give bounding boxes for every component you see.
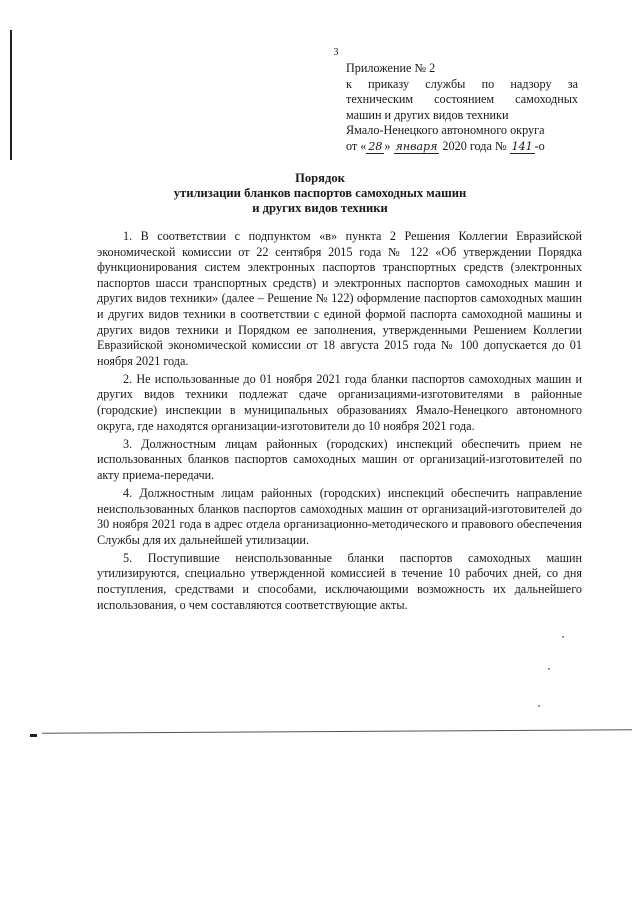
paragraph-3: 3. Должностным лицам районных (городских) инспекций обеспечить прием не использованных бланков паспортов самоходных машин от организаций-изготовителей по акту приема-передачи. xyxy=(97,436,582,482)
date-prefix: от « xyxy=(346,138,367,153)
handwritten-order-number: 141 xyxy=(511,139,533,153)
page-number: 3 xyxy=(333,47,339,58)
scan-edge-mark xyxy=(10,30,12,160)
appendix-line-5: Ямало-Ненецкого автономного округа xyxy=(346,123,545,138)
title-line-2: утилизации бланков паспортов самоходных машин xyxy=(173,186,467,200)
paragraph-4: 4. Должностным лицам районных (городских) инспекций обеспечить направление неиспользованных бланков паспортов самоходных машин от организаций-изготовителей до 30 ноября 2021 года в адрес отдела организационно-методического и правового обеспечения Службы для их дальнейшей утилизации. xyxy=(97,486,582,547)
paragraph-5: 5. Поступившие неиспользованные бланки паспортов самоходных машин утилизируются, специально утвержденной комиссией в течение 10 рабочих дней, со дня поступления, средствами и способами, исключающими возможность их дальнейшего использования, о чем составляются соответствующие акты. xyxy=(97,550,582,612)
handwritten-month: января xyxy=(395,139,438,153)
order-suffix: -о xyxy=(534,138,545,153)
appendix-line-1: Приложение № 2 xyxy=(346,61,436,75)
document-title xyxy=(100,171,540,216)
date-mid: » xyxy=(384,138,391,153)
handwritten-day: 28 xyxy=(368,139,383,153)
paragraph-1: 1. В соответствии с подпунктом «в» пункта 2 Решения Коллегии Евразийской экономической комиссии от 22 сентября 2015 года № 122 «Об утверждении Порядка функционирования систем электронных паспортов транспортных средств (электронных паспортов шасси транспортных средств) и электронных паспортов самоходных машин и других видов техники» (далее – Решение № 122) оформление паспортов самоходных машин и других видов техники в соответствии с единой формой паспорта самоходной машины и других видов техники и Порядком ее заполнения, утвержденными Решением Коллегии Евразийской экономической комиссии от 18 августа 2015 года № 100 допускается до 01 ноября 2021 года. xyxy=(97,229,582,368)
scan-rule-mark xyxy=(30,734,37,737)
appendix-line-2: к приказу службы по надзору за xyxy=(346,76,578,91)
date-year: 2020 года № xyxy=(442,138,507,153)
document-body xyxy=(97,229,582,616)
appendix-header xyxy=(346,61,578,155)
scan-horizontal-rule xyxy=(42,729,632,734)
title-line-3: и других видов техники xyxy=(252,201,388,215)
title-line-1: Порядок xyxy=(295,171,345,185)
scan-speck xyxy=(538,705,540,707)
scan-speck xyxy=(548,668,550,670)
appendix-date-line xyxy=(346,139,578,155)
appendix-line-4: машин и других видов техники xyxy=(346,107,509,122)
paragraph-2: 2. Не использованные до 01 ноября 2021 года бланки паспортов самоходных машин и других видов техники подлежат сдаче организациями-изготовителями в районные (городские) инспекции в муниципальных образованиях Ямало-Ненецкого автономного округа, где находятся организации-изготовители до 10 ноября 2021 года. xyxy=(97,371,582,433)
appendix-line-3: техническим состоянием самоходных xyxy=(346,92,578,107)
scan-speck xyxy=(562,636,564,638)
